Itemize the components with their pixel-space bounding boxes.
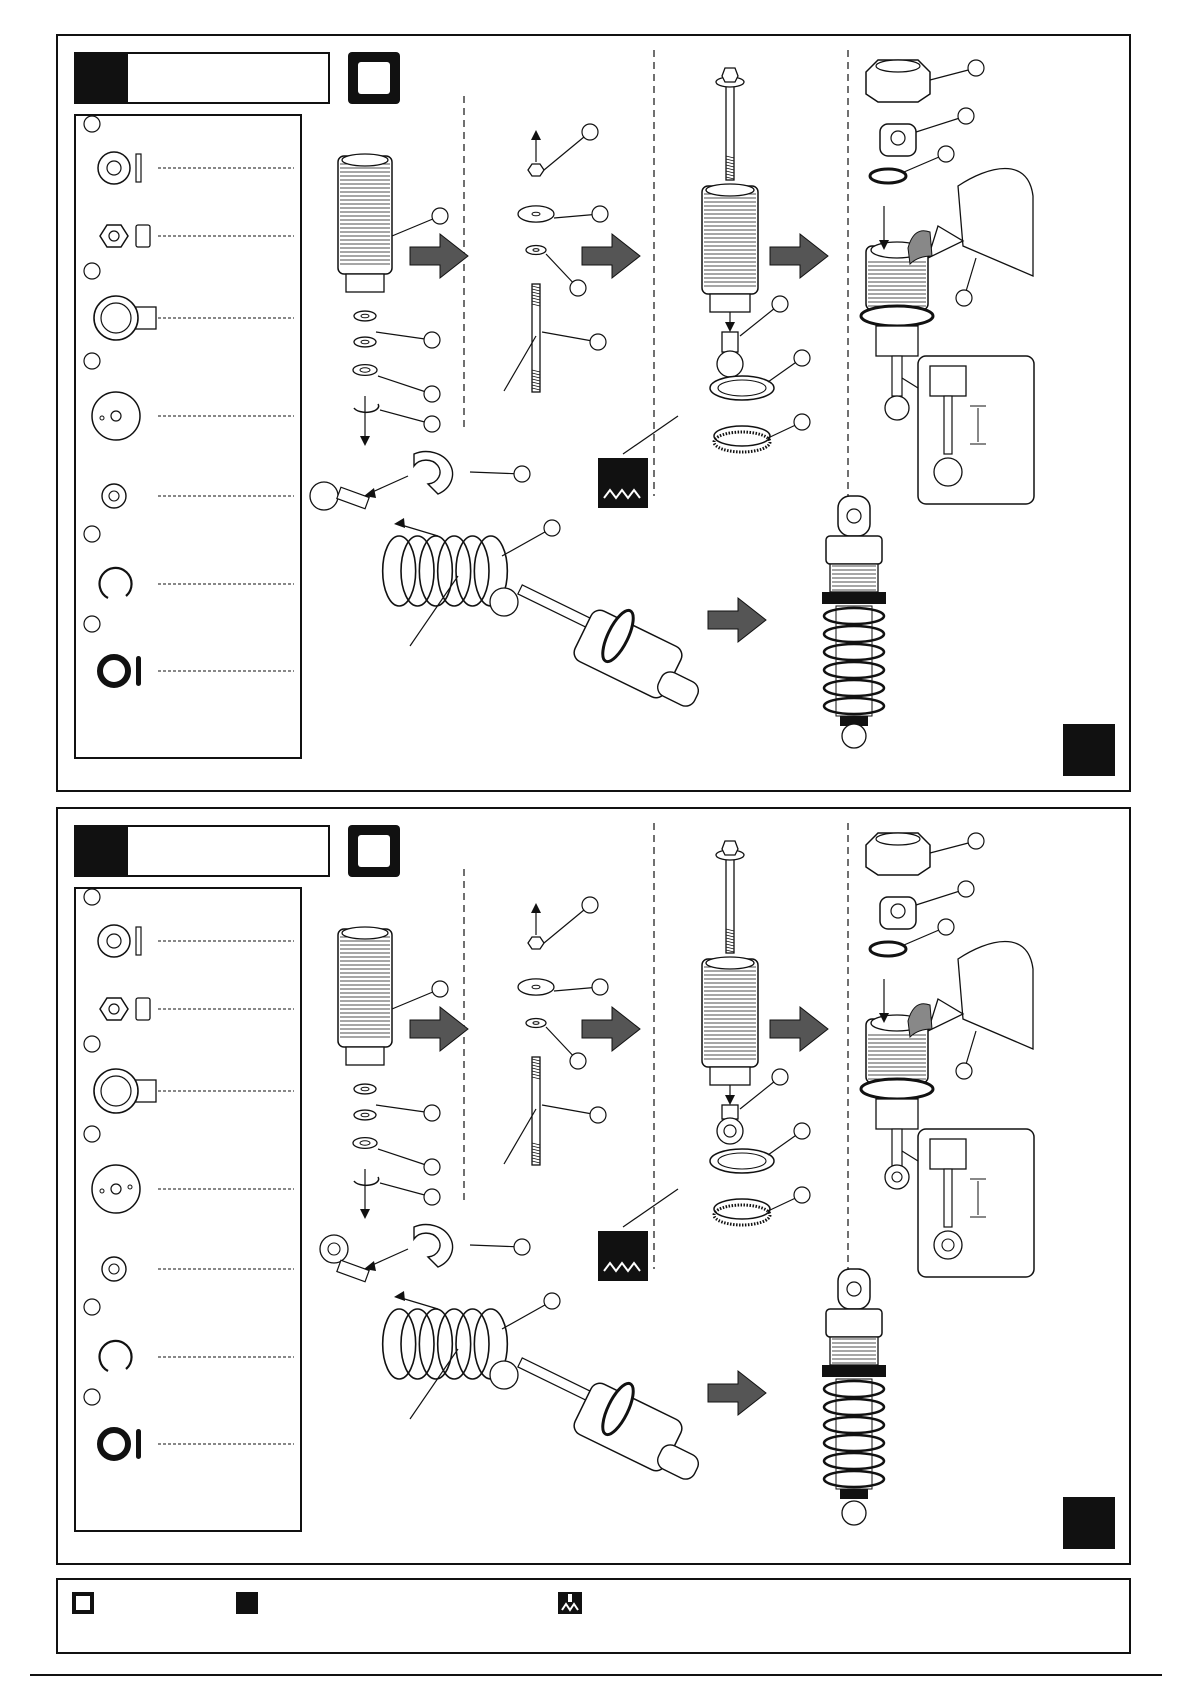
body-collar-ring: [861, 1079, 933, 1099]
gear-mesh-icon: [598, 1231, 648, 1281]
ball-end: [885, 396, 909, 420]
callout-circle: [794, 1187, 810, 1203]
legend-bar: [56, 1578, 1131, 1654]
leader-line: [410, 576, 458, 646]
body-collar: [710, 1067, 750, 1085]
completed-shock-end: [842, 724, 866, 748]
assembly-arrow-icon: [770, 1007, 828, 1051]
shock-shaft: [532, 284, 540, 392]
callout-circle: [592, 979, 608, 995]
completed-spring-coil: [824, 644, 884, 660]
assembly-arrow-icon: [708, 1371, 766, 1415]
completed-spring-coil: [824, 1417, 884, 1433]
spring-coil: [383, 536, 416, 606]
shaft-nut: [528, 937, 544, 949]
body-opening: [706, 957, 754, 969]
callout-circle: [424, 1189, 440, 1205]
callout-circle: [938, 146, 954, 162]
eyelet-end: [722, 1105, 738, 1119]
spring-coil: [456, 1309, 489, 1379]
gear-mesh-icon: [598, 458, 648, 508]
completed-spring-coil: [824, 662, 884, 678]
nut-side-icon: [136, 225, 150, 247]
washer-hole: [361, 314, 369, 318]
callout-circle: [794, 350, 810, 366]
leader-line: [544, 132, 590, 170]
parts-callout-circle: [84, 1126, 100, 1142]
completed-spring-coil: [824, 608, 884, 624]
completed-shock-end: [842, 1501, 866, 1525]
assembly-arrow-icon: [708, 598, 766, 642]
callout-circle: [514, 466, 530, 482]
oil-bottle: [958, 169, 1033, 277]
callout-circle: [514, 1239, 530, 1255]
washer-hole: [361, 340, 369, 344]
e-clip: [354, 1177, 379, 1185]
assembly-arrow-icon: [582, 234, 640, 278]
washer-hole: [361, 1087, 369, 1091]
black-square-icon: [236, 1592, 258, 1614]
o-ring-icon: [100, 657, 128, 685]
completed-spring-coil: [824, 1435, 884, 1451]
body-collar: [346, 274, 384, 292]
callout-circle: [432, 981, 448, 997]
callout-circle: [956, 290, 972, 306]
completed-spring-coil: [824, 1453, 884, 1469]
completed-shock-collar: [822, 592, 886, 604]
washer-hole: [361, 1113, 369, 1117]
body-opening: [706, 184, 754, 196]
callout-circle: [424, 416, 440, 432]
spring-coil: [438, 536, 471, 606]
leader-line: [410, 1349, 458, 1419]
o-ring-side-icon: [136, 1429, 141, 1459]
callout-circle: [570, 280, 586, 296]
leader-line: [544, 905, 590, 943]
legend-icons: [58, 1580, 1133, 1656]
e-clip-icon: [100, 1341, 132, 1371]
spring-retainer: [414, 452, 453, 494]
callout-circle: [424, 1105, 440, 1121]
black-square-icon: [1063, 1497, 1115, 1549]
washer-hole: [532, 212, 540, 216]
oil-bottle: [958, 942, 1033, 1050]
spring-coil: [419, 536, 452, 606]
parts-callout-circle: [84, 116, 100, 132]
spring-retainer: [414, 1225, 453, 1267]
nut-side-icon: [136, 998, 150, 1020]
o-ring-side-icon: [136, 656, 141, 686]
completed-spring-coil: [824, 1381, 884, 1397]
callout-circle: [794, 1123, 810, 1139]
washer-hole: [360, 368, 370, 373]
washer-hole: [360, 1141, 370, 1146]
completed-shock-collar: [822, 1365, 886, 1377]
parts-callout-circle: [84, 889, 100, 905]
callout-circle: [938, 919, 954, 935]
callout-circle: [432, 208, 448, 224]
washer-side-icon: [136, 927, 141, 955]
completed-spring-coil: [824, 626, 884, 642]
leader-line: [504, 1109, 536, 1164]
callout-circle: [968, 60, 984, 76]
parts-callout-circle: [84, 1299, 100, 1315]
completed-spring-coil: [824, 1471, 884, 1487]
o-ring: [870, 942, 906, 956]
assembly-arrow-icon: [770, 234, 828, 278]
spring-coil: [401, 536, 434, 606]
parts-callout-circle: [84, 616, 100, 632]
parts-callout-circle: [84, 526, 100, 542]
up-arrow: [531, 903, 541, 913]
parts-callout-circle: [84, 263, 100, 279]
callout-circle: [582, 897, 598, 913]
callout-circle: [582, 124, 598, 140]
spring-coil: [456, 536, 489, 606]
footer-rule: [30, 1674, 1162, 1676]
body-collar-ring: [861, 306, 933, 326]
callout-circle: [956, 1063, 972, 1079]
callout-circle: [544, 1293, 560, 1309]
spring-coil: [438, 1309, 471, 1379]
e-clip: [354, 404, 379, 412]
callout-circle: [424, 332, 440, 348]
black-square-icon: [1063, 724, 1115, 776]
callout-circle: [424, 1159, 440, 1175]
leader-line: [623, 1189, 678, 1227]
ball-end: [310, 482, 338, 510]
exploded-view-drawing: [58, 36, 1133, 794]
o-ring-icon: [100, 1430, 128, 1458]
body-opening: [342, 927, 388, 939]
ball-end: [722, 332, 738, 352]
spring-rod: [518, 585, 594, 629]
callout-circle: [772, 296, 788, 312]
callout-circle: [590, 334, 606, 350]
e-clip-icon: [100, 568, 132, 598]
spring-coil: [383, 1309, 416, 1379]
washer-hole: [533, 1022, 539, 1025]
callout-circle: [424, 386, 440, 402]
completed-spring-coil: [824, 1399, 884, 1415]
assembly-arrow-icon: [410, 234, 468, 278]
washer-side-icon: [136, 154, 141, 182]
leader-line: [623, 416, 678, 454]
o-ring: [870, 169, 906, 183]
spring-coil: [401, 1309, 434, 1379]
callout-circle: [958, 108, 974, 124]
washer-hole: [532, 985, 540, 989]
exploded-view-drawing: [58, 809, 1133, 1567]
parts-callout-circle: [84, 353, 100, 369]
leader-line: [504, 336, 536, 391]
callout-circle: [570, 1053, 586, 1069]
callout-circle: [958, 881, 974, 897]
completed-spring-coil: [824, 680, 884, 696]
body-collar: [710, 294, 750, 312]
shock-shaft: [532, 1057, 540, 1165]
completed-spring-coil: [824, 698, 884, 714]
callout-circle: [590, 1107, 606, 1123]
callout-circle: [968, 833, 984, 849]
assembly-panel-lower: [56, 807, 1131, 1565]
callout-circle: [592, 206, 608, 222]
parts-callout-circle: [84, 1036, 100, 1052]
up-arrow: [531, 130, 541, 140]
parts-callout-circle: [84, 1389, 100, 1405]
body-collar: [346, 1047, 384, 1065]
spring-rod: [518, 1358, 594, 1402]
assembly-arrow-icon: [582, 1007, 640, 1051]
callout-circle: [794, 414, 810, 430]
assembly-arrow-icon: [410, 1007, 468, 1051]
washer-hole: [533, 249, 539, 252]
body-opening: [342, 154, 388, 166]
assembly-panel-upper: [56, 34, 1131, 792]
callout-circle: [544, 520, 560, 536]
spring-coil: [419, 1309, 452, 1379]
callout-circle: [772, 1069, 788, 1085]
shaft-nut: [528, 164, 544, 176]
